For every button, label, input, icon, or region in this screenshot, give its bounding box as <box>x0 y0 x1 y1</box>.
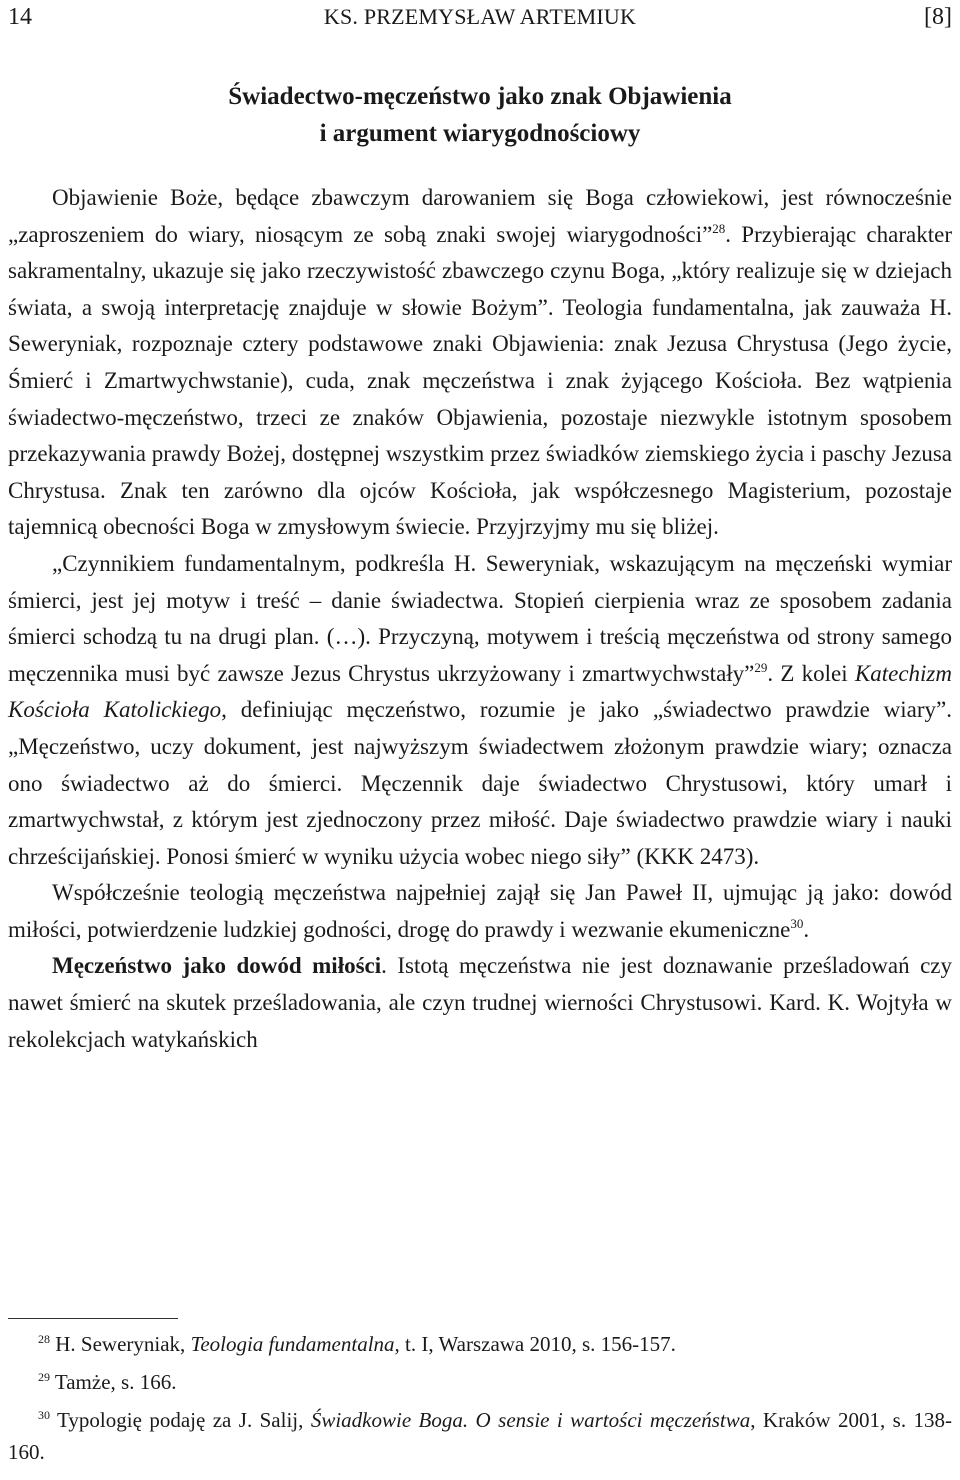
paragraph-1-text-b: . Przybierając charakter sakramentalny, ukazuje się jako rzeczywistość zbawczego czynu Boga, „który realizuje się w dziejach świata, a swoją interpretację znajduje w słowie Bożym”. Teologia fundamentalna, jak zauważa H. Seweryniak, rozpoznaje cztery podstawowe znaki Objawienia: znak Jezusa Chrystusa (Jego życie, Śmierć i Zmartwychwstanie), cuda, znak męczeństwa i znak żyjącego Kościoła. Bez wątpienia świadectwo-męczeństwo, trzeci ze znaków Objawienia, pozostaje niezwykle istotnym sposobem przekazywania prawdy Bożej, dostępnej wszystkim przez świadków ziemskiego życia i paschy Jezusa Chrystusa. Znak ten zarówno dla ojców Kościoła, jak współczesnego Magisterium, pozostaje tajemnicą obecności Boga w zmysłowym świecie. Przyjrzyjmy mu się bliżej. <box>8 221 952 540</box>
footnote-number: 29 <box>38 1370 50 1384</box>
footnote-italic: Świadkowie Boga. O sensie i wartości męczeństwa <box>310 1408 751 1432</box>
paragraph-3-text-a: Współcześnie teologią męczeństwa najpełniej zajął się Jan Paweł II, ujmując ją jako: dowód miłości, potwierdzenie ludzkiej godności, drogę do prawdy i wezwanie ekumeniczne <box>8 880 952 942</box>
paragraph-2-text-a: „Czynnikiem fundamentalnym, podkreśla H. Seweryniak, wskazującym na męczeński wymiar śmierci, jest jej motyw i treść – danie świadectwa. Stopień cierpienia wraz ze sposobem zadania śmierci schodzą tu na drugi plan. (…). Przyczyną, motywem i treścią męczeństwa od strony samego męczennika musi być zawsze Jezus Chrystus ukrzyżowany i zmartwychwstały” <box>8 550 952 686</box>
section-title <box>8 78 952 152</box>
paragraph-3 <box>8 875 952 948</box>
footnote-number: 28 <box>38 1332 50 1346</box>
section-title-line-2: i argument wiarygodnościowy <box>319 120 641 147</box>
paragraph-2 <box>8 546 952 875</box>
catechism-title: Katechizm Kościoła Katolickiego <box>8 660 952 723</box>
footnote-text: H. Seweryniak, <box>50 1332 191 1356</box>
footnote-29 <box>8 1366 952 1398</box>
paragraph-4 <box>8 948 952 1058</box>
footnote-text: , t. I, Warszawa 2010, s. 156-157. <box>394 1332 676 1356</box>
footnote-separator <box>8 1318 178 1319</box>
paragraph-4-text-a: . Istotą męczeństwa nie jest doznawanie prześladowań czy nawet śmierć na skutek prześladowania, ale czyn trudnej wierności Chrystusowi. Kard. K. Wojtyła w rekolekcjach watykańskich <box>8 953 952 1052</box>
running-head-author: KS. PRZEMYSŁAW ARTEMIUK <box>323 4 637 29</box>
main-text <box>8 180 952 1058</box>
paragraph-1-text-a: Objawienie Boże, będące zbawczym darowaniem się Boga człowiekowi, jest równocześnie „zaproszeniem do wiary, niosącym ze sobą znaki swojej wiarygodności” <box>8 185 952 247</box>
footnote-italic: Teologia fundamentalna <box>190 1332 395 1356</box>
subheading-dowod-milosci: Męczeństwo jako dowód miłości <box>52 953 382 979</box>
section-title-line-1: Świadectwo-męczeństwo jako znak Objawienia <box>228 83 732 110</box>
footnote-ref-28: 28 <box>712 220 726 236</box>
page-number: 14 <box>8 4 32 30</box>
footnote-ref-29: 29 <box>754 659 768 675</box>
footnote-28 <box>8 1328 952 1360</box>
footnote-30 <box>8 1404 952 1468</box>
running-head <box>8 0 952 34</box>
section-number: [8] <box>924 4 952 30</box>
paragraph-3-text-b: . <box>803 916 810 942</box>
paragraph-1 <box>8 180 952 546</box>
footnote-ref-30: 30 <box>790 915 804 931</box>
footnote-text: , Kraków 2001, s. 138-160. <box>8 1408 952 1464</box>
paragraph-2-text-c: , definiując męczeństwo, rozumie je jako „świadectwo prawdzie wiary”. „Męczeństwo, uczy dokument, jest najwyższym świadectwem złożonym prawdzie wiary; oznacza ono świadectwo aż do śmierci. Męczennik daje świadectwo Chrystusowi, który umarł i zmartwychwstał, z którym jest zjednoczony przez miłość. Daje świadectwo prawdzie wiary i nauki chrześcijańskiej. Ponosi śmierć w wyniku użycia wobec niego siły” (KKK 2473). <box>8 697 952 869</box>
paragraph-2-text-b: . Z kolei <box>767 660 855 686</box>
footnote-text: Tamże, s. 166. <box>50 1370 177 1394</box>
footnote-text: Typologię podaję za J. Salij, <box>50 1408 311 1432</box>
footnote-number: 30 <box>38 1408 50 1422</box>
footnotes <box>8 1328 952 1474</box>
